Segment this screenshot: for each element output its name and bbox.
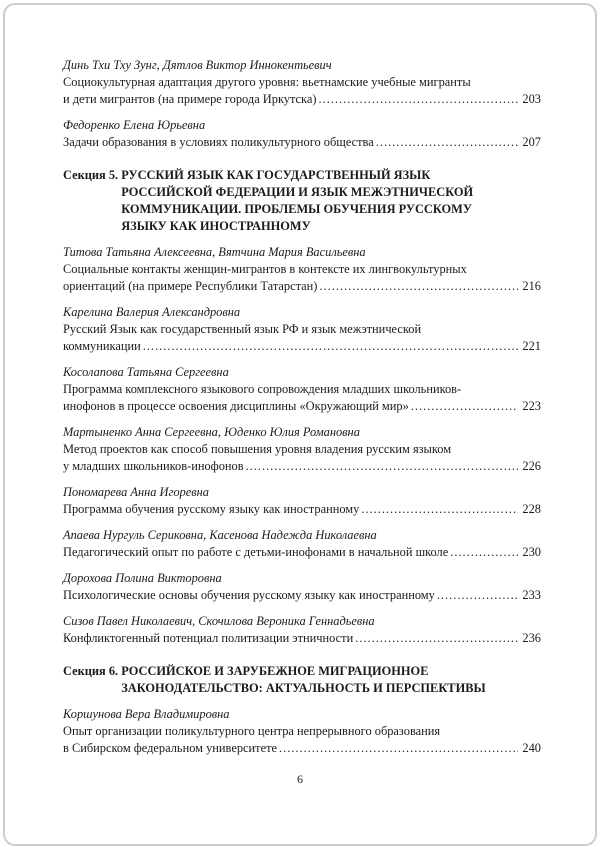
- toc-entry-title-text: Психологические основы обучения русскому языку как иностранному: [63, 588, 435, 602]
- toc-entry: [63, 570, 541, 604]
- dot-leader: [411, 398, 519, 415]
- toc-entry: [63, 304, 541, 355]
- toc-entry: [63, 244, 541, 295]
- section-heading: [63, 663, 541, 697]
- toc-entry-title-text: Задачи образования в условиях поликультурного общества: [63, 135, 374, 149]
- toc-entry-last-line: [63, 134, 541, 151]
- toc-entry-title-text: инофонов в процессе освоения дисциплины «Окружающий мир»: [63, 399, 409, 413]
- toc-entry-authors: Апаева Нургуль Сериковна, Касенова Надежда Николаевна: [63, 528, 377, 542]
- toc-entry-authors: Титова Татьяна Алексеевна, Вятчина Мария Васильевна: [63, 245, 366, 259]
- toc-entry-page-number: 226: [522, 459, 541, 473]
- toc-entry-authors: Федоренко Елена Юрьевна: [63, 118, 206, 132]
- toc-entry-page-number: 216: [522, 279, 541, 293]
- dot-leader: [376, 134, 519, 151]
- dot-leader: [246, 458, 519, 475]
- page-number-footer: 6: [297, 772, 303, 786]
- toc-entry: [63, 613, 541, 647]
- toc-entry: [63, 364, 541, 415]
- toc-list: [63, 57, 541, 757]
- toc-entry-title-text: у младших школьников-инофонов: [63, 459, 244, 473]
- toc-entry-title-text: Педагогический опыт по работе с детьми-инофонами в начальной школе: [63, 545, 449, 559]
- toc-entry: [63, 706, 541, 757]
- toc-entry-last-line: [63, 338, 541, 355]
- toc-entry: [63, 484, 541, 518]
- section-label: Секция 5.: [63, 168, 122, 182]
- toc-entry-title-text: Программа обучения русскому языку как иностранному: [63, 502, 360, 516]
- toc-entry-last-line: [63, 458, 541, 475]
- toc-entry-title-text: в Сибирском федеральном университете: [63, 741, 277, 755]
- toc-entry-title-text: Конфликтогенный потенциал политизации этничности: [63, 631, 354, 645]
- toc-entry-title-text: и дети мигрантов (на примере города Иркутска): [63, 92, 317, 106]
- dot-leader: [437, 587, 519, 604]
- section-title: [121, 167, 541, 235]
- toc-entry: [63, 57, 541, 108]
- dot-leader: [319, 91, 519, 108]
- toc-entry: [63, 527, 541, 561]
- toc-entry-authors: Карелина Валерия Александровна: [63, 305, 241, 319]
- toc-entry-title-line: Программа комплексного языкового сопровождения младших школьников-: [63, 382, 462, 396]
- section-heading: [63, 167, 541, 235]
- dot-leader: [450, 544, 518, 561]
- section-title-line: КОММУНИКАЦИИ. ПРОБЛЕМЫ ОБУЧЕНИЯ РУССКОМУ: [121, 202, 472, 216]
- toc-entry-title-line: Опыт организации поликультурного центра непрерывного образования: [63, 724, 441, 738]
- toc-entry-title-line: Метод проектов как способ повышения уровня владения русским языком: [63, 442, 452, 456]
- toc-entry-page-number: 203: [522, 92, 541, 106]
- section-title-line: ЯЗЫКУ КАК ИНОСТРАННОМУ: [121, 219, 311, 233]
- section-title-line: РОССИЙСКОЕ И ЗАРУБЕЖНОЕ МИГРАЦИОННОЕ: [121, 664, 429, 678]
- toc-entry-last-line: [63, 630, 541, 647]
- toc-entry-page-number: 230: [522, 545, 541, 559]
- toc-entry-authors: Динь Тхи Тху Зунг, Дятлов Виктор Иннокентьевич: [63, 58, 332, 72]
- toc-entry-page-number: 223: [522, 399, 541, 413]
- toc-entry: [63, 424, 541, 475]
- toc-entry-authors: Сизов Павел Николаевич, Скочилова Вероника Геннадьевна: [63, 614, 375, 628]
- toc-entry-page-number: 233: [522, 588, 541, 602]
- toc-entry-last-line: [63, 278, 541, 295]
- toc-entry-title-text: ориентаций (на примере Республики Татарстан): [63, 279, 318, 293]
- section-title: [121, 663, 541, 697]
- toc-entry-title-text: коммуникации: [63, 339, 141, 353]
- toc-entry-page-number: 207: [522, 135, 541, 149]
- toc-entry-authors: Коршунова Вера Владимировна: [63, 707, 230, 721]
- dot-leader: [279, 740, 518, 757]
- toc-entry-last-line: [63, 398, 541, 415]
- toc-entry-page-number: 228: [522, 502, 541, 516]
- toc-entry: [63, 117, 541, 151]
- dot-leader: [355, 630, 518, 647]
- section-title-line: РУССКИЙ ЯЗЫК КАК ГОСУДАРСТВЕННЫЙ ЯЗЫК: [121, 168, 431, 182]
- toc-entry-last-line: [63, 91, 541, 108]
- toc-entry-last-line: [63, 544, 541, 561]
- toc-entry-page-number: 236: [522, 631, 541, 645]
- toc-entry-title-line: Социокультурная адаптация другого уровня: вьетнамские учебные мигранты: [63, 75, 471, 89]
- toc-entry-authors: Косолапова Татьяна Сергеевна: [63, 365, 229, 379]
- toc-entry-last-line: [63, 587, 541, 604]
- dot-leader: [319, 278, 518, 295]
- toc-entry-title-line: Русский Язык как государственный язык РФ и язык межэтнической: [63, 322, 422, 336]
- toc-entry-title-line: Социальные контакты женщин-мигрантов в контексте их лингвокультурных: [63, 262, 467, 276]
- section-title-line: ЗАКОНОДАТЕЛЬСТВО: АКТУАЛЬНОСТЬ И ПЕРСПЕКТИВЫ: [121, 681, 486, 695]
- toc-entry-last-line: [63, 501, 541, 518]
- toc-entry-last-line: [63, 740, 541, 757]
- toc-entry-authors: Дорохова Полина Викторовна: [63, 571, 222, 585]
- section-title-line: РОССИЙСКОЙ ФЕДЕРАЦИИ И ЯЗЫК МЕЖЭТНИЧЕСКОЙ: [121, 185, 474, 199]
- toc-entry-authors: Мартыненко Анна Сергеевна, Юденко Юлия Романовна: [63, 425, 360, 439]
- section-label: Секция 6.: [63, 664, 122, 678]
- toc-entry-authors: Пономарева Анна Игоревна: [63, 485, 209, 499]
- toc-entry-page-number: 221: [522, 339, 541, 353]
- dot-leader: [143, 338, 519, 355]
- dot-leader: [361, 501, 518, 518]
- toc-entry-page-number: 240: [522, 741, 541, 755]
